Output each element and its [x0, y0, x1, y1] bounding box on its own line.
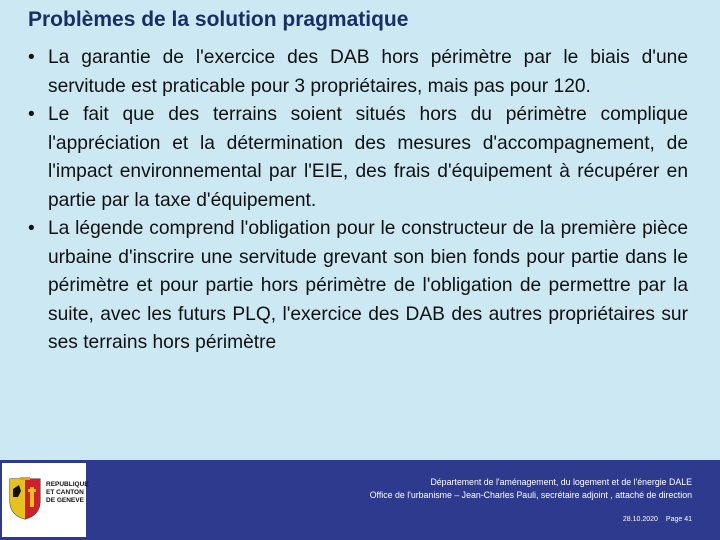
bullet-text: La garantie de l'exercice des DAB hors périmètre par le biais d'une servitude est praticable pour 3 propriétaires, mais pas pour 120. — [48, 47, 688, 97]
bullet-item — [24, 44, 688, 101]
footer-meta — [617, 516, 692, 523]
footer-office: Office de l'urbanisme – Jean-Charles Pauli, secrétaire adjoint , attaché de direction — [369, 490, 692, 500]
footer-date: 28.10.2020 — [622, 516, 658, 523]
page-number: Page 41 — [665, 516, 692, 523]
bullet-list — [24, 44, 688, 358]
slide-title: Problèmes de la solution pragmatique — [28, 8, 409, 31]
bullet-marker: • — [28, 218, 35, 239]
bullet-marker: • — [28, 47, 35, 68]
bullet-item — [24, 101, 688, 215]
bullet-text: La légende comprend l'obligation pour le constructeur de la première pièce urbaine d'inscrire une servitude grevant son bien fonds pour partie dans le périmètre et pour partie hors périmètre de l'obligation de permettre par la suite, avec les futurs PLQ, l'exercice des DAB des autres propriétaires sur ses terrains hors périmètre — [48, 218, 688, 353]
bullet-marker: • — [28, 104, 35, 125]
geneva-crest-icon — [8, 477, 42, 521]
footer-department: Département de l'aménagement, du logement et de l'énergie DALE — [430, 477, 692, 487]
geneva-logo — [2, 463, 89, 537]
bullet-text: Le fait que des terrains soient situés hors du périmètre complique l'appréciation et la détermination des mesures d'accompagnement, de l'impact environnemental par l'EIE, des frais d'équipement à récupérer en partie par la taxe d'équipement. — [48, 104, 688, 211]
logo-text: REPUBLIQUE ET CANTON DE GENEVE — [46, 481, 89, 504]
bullet-item — [24, 215, 688, 358]
footer-bar — [0, 460, 720, 540]
